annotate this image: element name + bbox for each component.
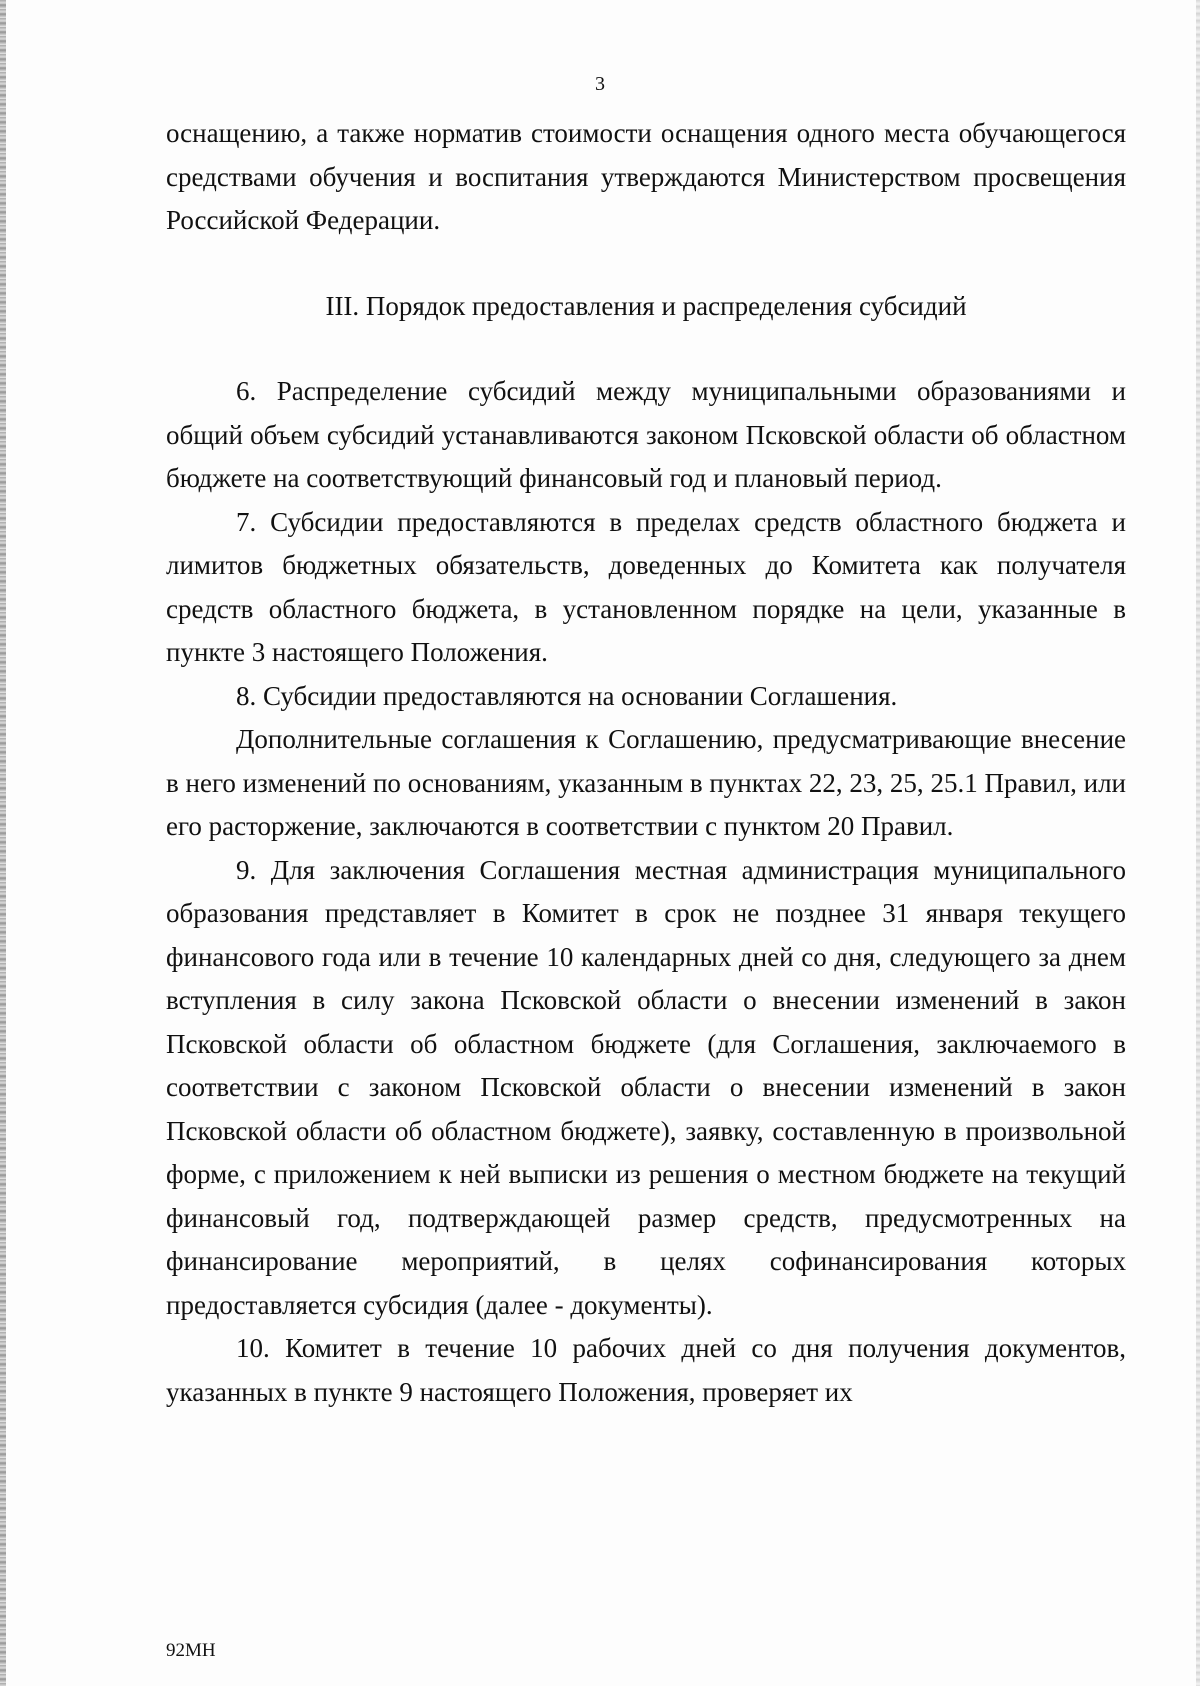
document-body — [166, 112, 1126, 1414]
scan-edge-left — [0, 0, 6, 1686]
paragraph-8-additional: Дополнительные соглашения к Соглашению, предусматривающие внесение в него изменений по основаниям, указанным в пунктах 22, 23, 25, 25.1 Правил, или его расторжение, заключаются в соответствии с пунктом 20 Правил. — [166, 724, 1126, 841]
paragraph-8: 8. Субсидии предоставляются на основании Соглашения. — [236, 680, 898, 711]
paragraph-9: 9. Для заключения Соглашения местная администрация муниципального образования представляет в Комитет в срок не позднее 31 января текущего финансового года или в течение 10 календарных дней со дня, следующего за днем вступления в силу закона Псковской области о внесении изменений в закон Псковской области об областном бюджете (для Соглашения, заключаемого в соответствии с законом Псковской области о внесении изменений в закон Псковской области об областном бюджете), заявку, составленную в произвольной форме, с приложением к ней выписки из решения о местном бюджете на текущий финансовый год, подтверждающей размер средств, предусмотренных на финансирование мероприятий, в целях софинансирования которых предоставляется субсидия (далее - документы). — [166, 854, 1126, 1320]
section-heading: III. Порядок предоставления и распределения субсидий — [325, 290, 967, 321]
paragraph-7: 7. Субсидии предоставляются в пределах средств областного бюджета и лимитов бюджетных обязательств, доведенных до Комитета как получателя средств областного бюджета, в установленном порядке на цели, указанные в пункте 3 настоящего Положения. — [166, 506, 1126, 667]
paragraph-6: 6. Распределение субсидий между муниципальными образованиями и общий объем субсидий устанавливаются законом Псковской области об областном бюджете на соответствующий финансовый год и плановый период. — [166, 376, 1126, 493]
paragraph-intro: оснащению, а также норматив стоимости оснащения одного места обучающегося средствами обучения и воспитания утверждаются Министерством просвещения Российской Федерации. — [166, 118, 1126, 235]
paragraph-10: 10. Комитет в течение 10 рабочих дней со дня получения документов, указанных в пункте 9 настоящего Положения, проверяет их — [166, 1333, 1126, 1407]
scan-edge-right — [1196, 0, 1200, 1686]
footer-document-code: 92МН — [166, 1640, 216, 1661]
page-number: 3 — [595, 73, 605, 95]
